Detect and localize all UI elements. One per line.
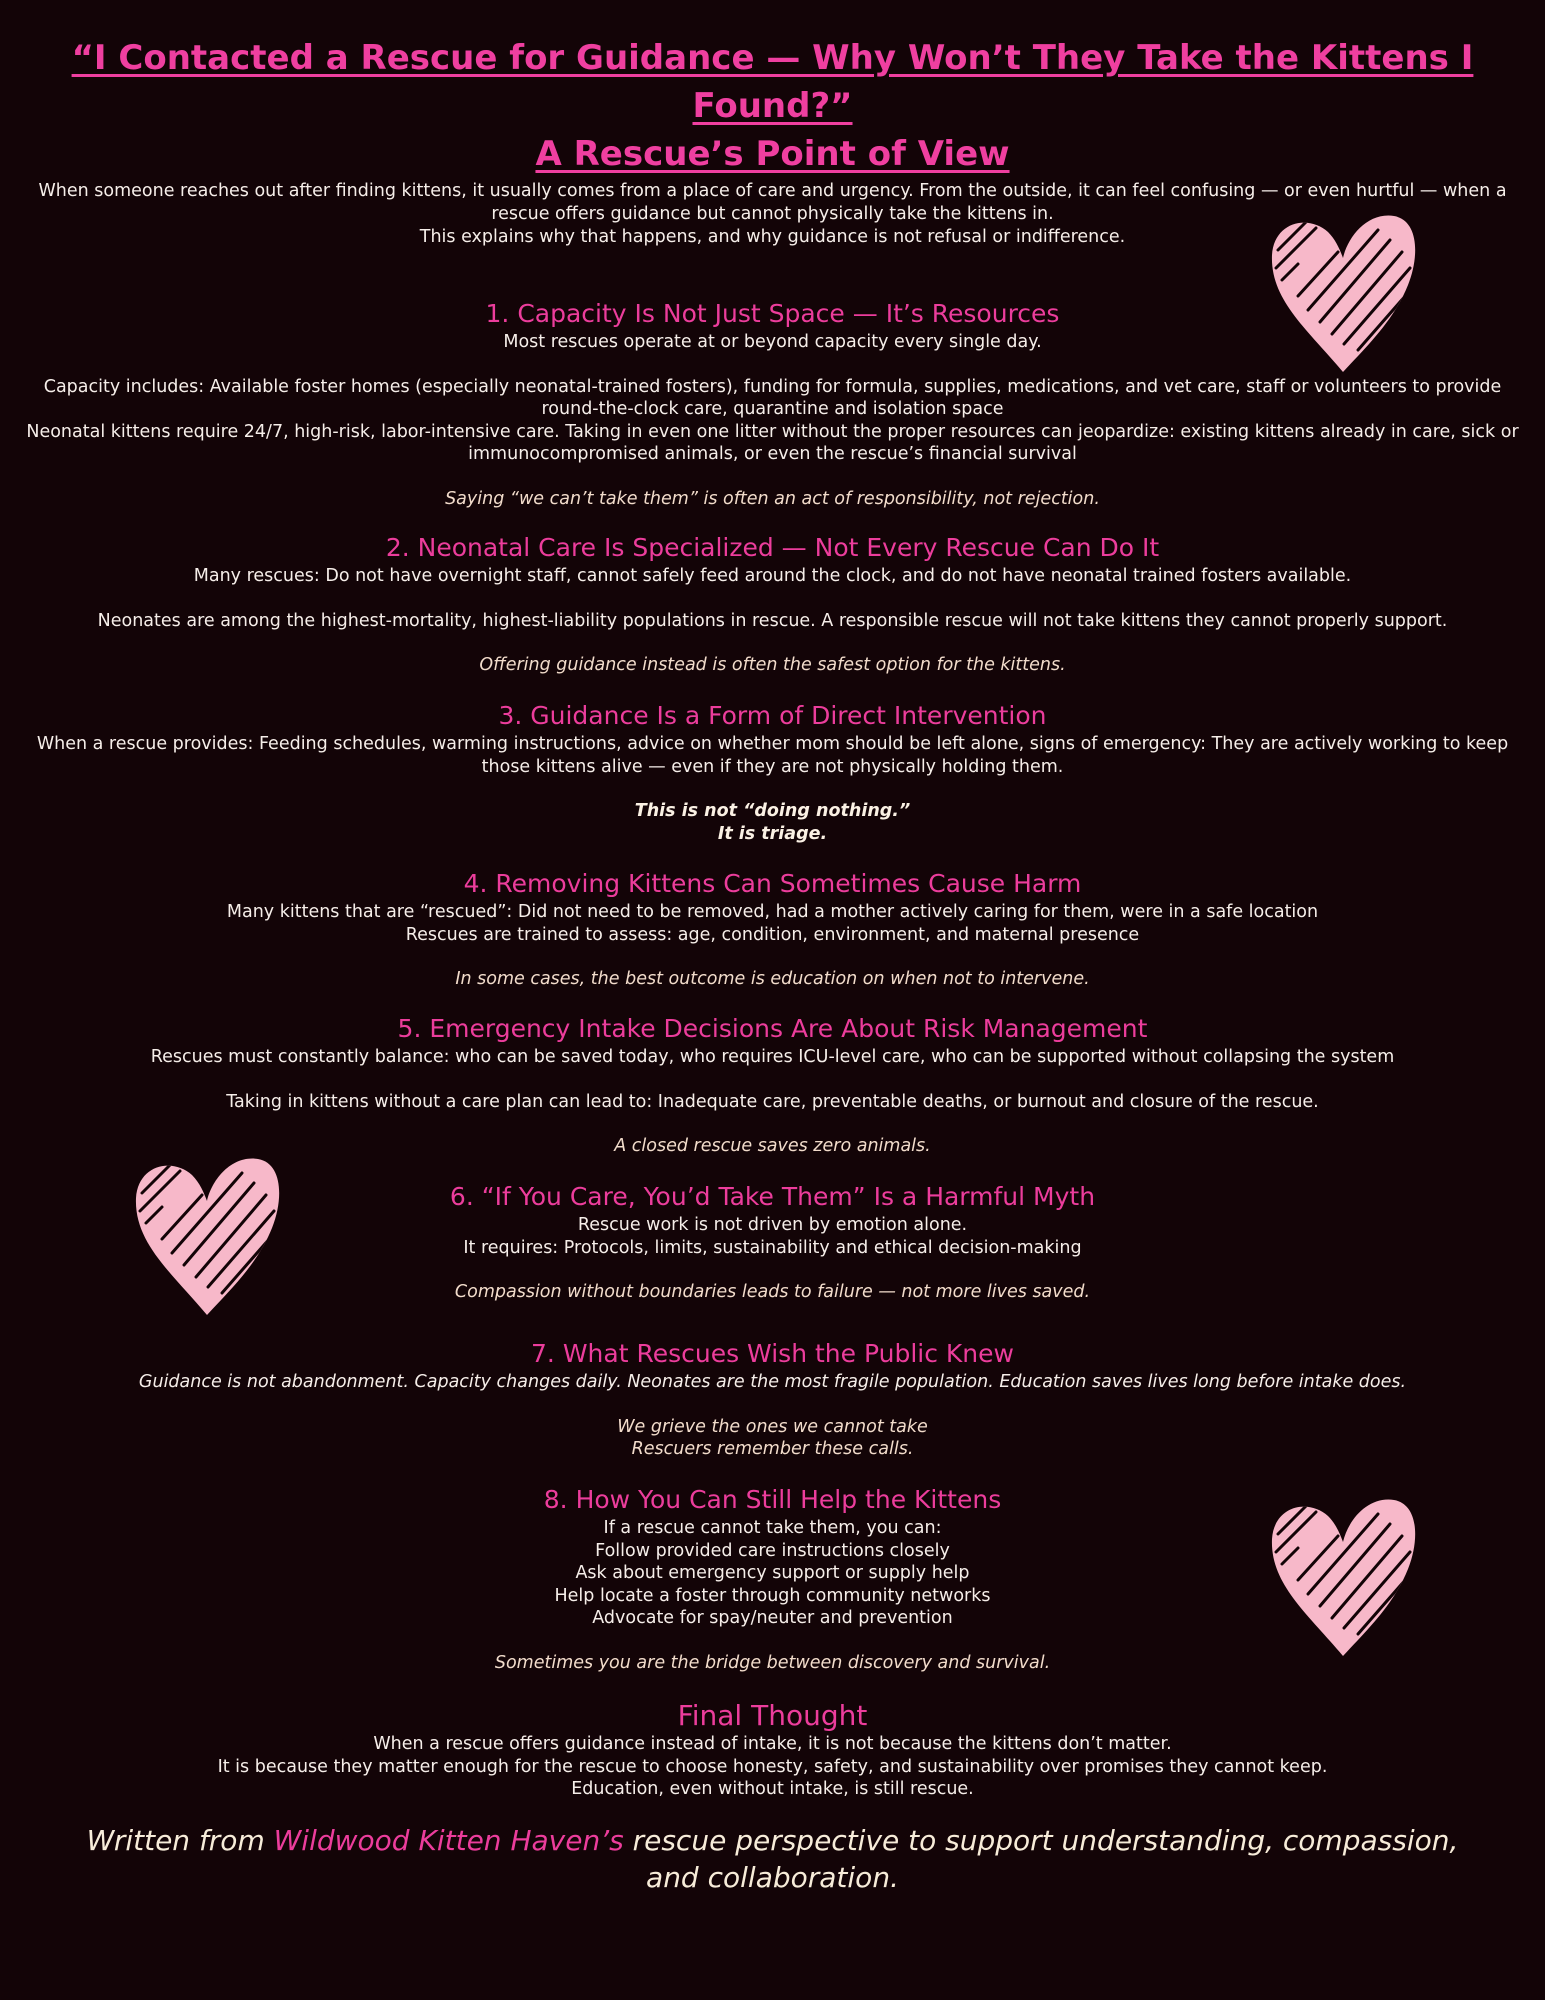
list-item: Help locate a foster through community networks: [554, 1585, 991, 1606]
section-heading: Final Thought: [677, 1699, 868, 1732]
section-note: Sometimes you are the bridge between discovery and survival.: [494, 1652, 1051, 1673]
section-note: We grieve the ones we cannot take: [617, 1416, 928, 1437]
page-title-line-2: A Rescue’s Point of View: [535, 134, 1010, 174]
section-text: Neonatal kittens require 24/7, high-risk, labor-intensive care. Taking in even one litter without the proper resources can jeopardize: existing kittens already in care, sick or immunocompromised animals, or even the rescue’s financial survival: [26, 421, 1519, 464]
section-neonatal-care: [20, 532, 1525, 677]
section-heading: 1. Capacity Is Not Just Space — It’s Resources: [485, 299, 1060, 328]
section-text: Capacity includes: Available foster homes (especially neonatal-trained fosters), funding for formula, supplies, medications, and vet care, staff or volunteers to provide round-the-clock care, quarantine and isolation space: [43, 376, 1502, 419]
footer-text: rescue perspective to support understanding, compassion, and collaboration.: [623, 1824, 1459, 1894]
section-heading: 8. How You Can Still Help the Kittens: [543, 1485, 1002, 1514]
section-text: It is because they matter enough for the rescue to choose honesty, safety, and sustainability over promises they cannot keep.: [217, 1756, 1328, 1777]
page-title-line-1: “I Contacted a Rescue for Guidance — Why Won’t They Take the Kittens I Found?”: [71, 38, 1474, 126]
section-risk-management: [20, 1013, 1525, 1158]
section-text: Rescues must constantly balance: who can be saved today, who requires ICU-level care, who can be supported without collapsing the system: [150, 1047, 1395, 1067]
section-text: Rescue work is not driven by emotion alone.: [577, 1215, 968, 1235]
section-text: When a rescue offers guidance instead of intake, it is not because the kittens don’t matter.: [373, 1734, 1172, 1754]
section-heading: 5. Emergency Intake Decisions Are About Risk Management: [397, 1014, 1148, 1043]
section-text: Taking in kittens without a care plan can lead to: Inadequate care, preventable deaths, or burnout and closure of the rescue.: [226, 1091, 1319, 1112]
section-text: Most rescues operate at or beyond capacity every single day.: [503, 332, 1042, 352]
footer-credit: [60, 1822, 1485, 1896]
section-note: Compassion without boundaries leads to failure — not more lives saved.: [454, 1282, 1091, 1302]
heart-icon: [132, 1153, 282, 1318]
section-final-thought: [20, 1700, 1525, 1801]
section-text: Many rescues: Do not have overnight staff, cannot safely feed around the clock, and do not have neonatal trained fosters available.: [193, 566, 1352, 586]
section-note: Offering guidance instead is often the safest option for the kittens.: [479, 655, 1066, 675]
section-text: Rescues are trained to assess: age, condition, environment, and maternal presence: [405, 924, 1140, 945]
heart-icon: [1268, 1494, 1418, 1659]
section-note: A closed rescue saves zero animals.: [614, 1136, 931, 1156]
intro-paragraph: When someone reaches out after finding kittens, it usually comes from a place of care and urgency. From the outside, it can feel confusing — or even hurtful — when a rescue offers guidance but cannot physically take the kittens in.: [38, 181, 1507, 224]
list-item: Ask about emergency support or supply help: [575, 1563, 970, 1583]
section-heading: 3. Guidance Is a Form of Direct Intervention: [498, 701, 1047, 730]
section-text: Education, even without intake, is still rescue.: [571, 1779, 974, 1799]
page-title: [0, 34, 1545, 178]
section-text: Guidance is not abandonment. Capacity changes daily. Neonates are the most fragile population. Education saves lives long before intake does.: [138, 1372, 1407, 1392]
section-heading: 4. Removing Kittens Can Sometimes Cause Harm: [463, 869, 1082, 898]
section-text: Many kittens that are “rescued”: Did not need to be removed, had a mother actively caring for them, were in a safe location: [226, 902, 1319, 922]
section-heading: 7. What Rescues Wish the Public Knew: [531, 1339, 1014, 1368]
section-heading: 6. “If You Care, You’d Take Them” Is a Harmful Myth: [449, 1182, 1096, 1211]
section-note: Rescuers remember these calls.: [631, 1439, 914, 1459]
organization-name: Wildwood Kitten Haven’s: [273, 1824, 624, 1857]
section-removing-kittens: [20, 868, 1525, 991]
section-text: Neonates are among the highest-mortality, highest-liability populations in rescue. A responsible rescue will not take kittens they cannot properly support.: [97, 610, 1448, 631]
footer-text: Written from: [86, 1824, 274, 1857]
section-public-knew: [20, 1338, 1525, 1461]
section-text: It requires: Protocols, limits, sustainability and ethical decision-making: [463, 1237, 1082, 1258]
list-item: Follow provided care instructions closely: [595, 1540, 950, 1561]
list-item: Advocate for spay/neuter and prevention: [592, 1608, 953, 1628]
section-heading: 2. Neonatal Care Is Specialized — Not Every Rescue Can Do It: [385, 533, 1160, 562]
intro-paragraph: This explains why that happens, and why guidance is not refusal or indifference.: [419, 227, 1126, 247]
section-text: If a rescue cannot take them, you can:: [603, 1518, 942, 1538]
section-note: Saying “we can’t take them” is often an act of responsibility, not rejection.: [445, 488, 1100, 509]
section-guidance: [20, 700, 1525, 845]
section-note: In some cases, the best outcome is education on when not to intervene.: [455, 969, 1090, 989]
section-note: It is triage.: [717, 823, 828, 844]
heart-icon: [1268, 210, 1418, 375]
section-text: When a rescue provides: Feeding schedules, warming instructions, advice on whether mom should be left alone, signs of emergency: They are actively working to keep those kittens alive — even if they are not physically holding them.: [36, 734, 1509, 777]
section-note: This is not “doing nothing.”: [634, 801, 911, 821]
